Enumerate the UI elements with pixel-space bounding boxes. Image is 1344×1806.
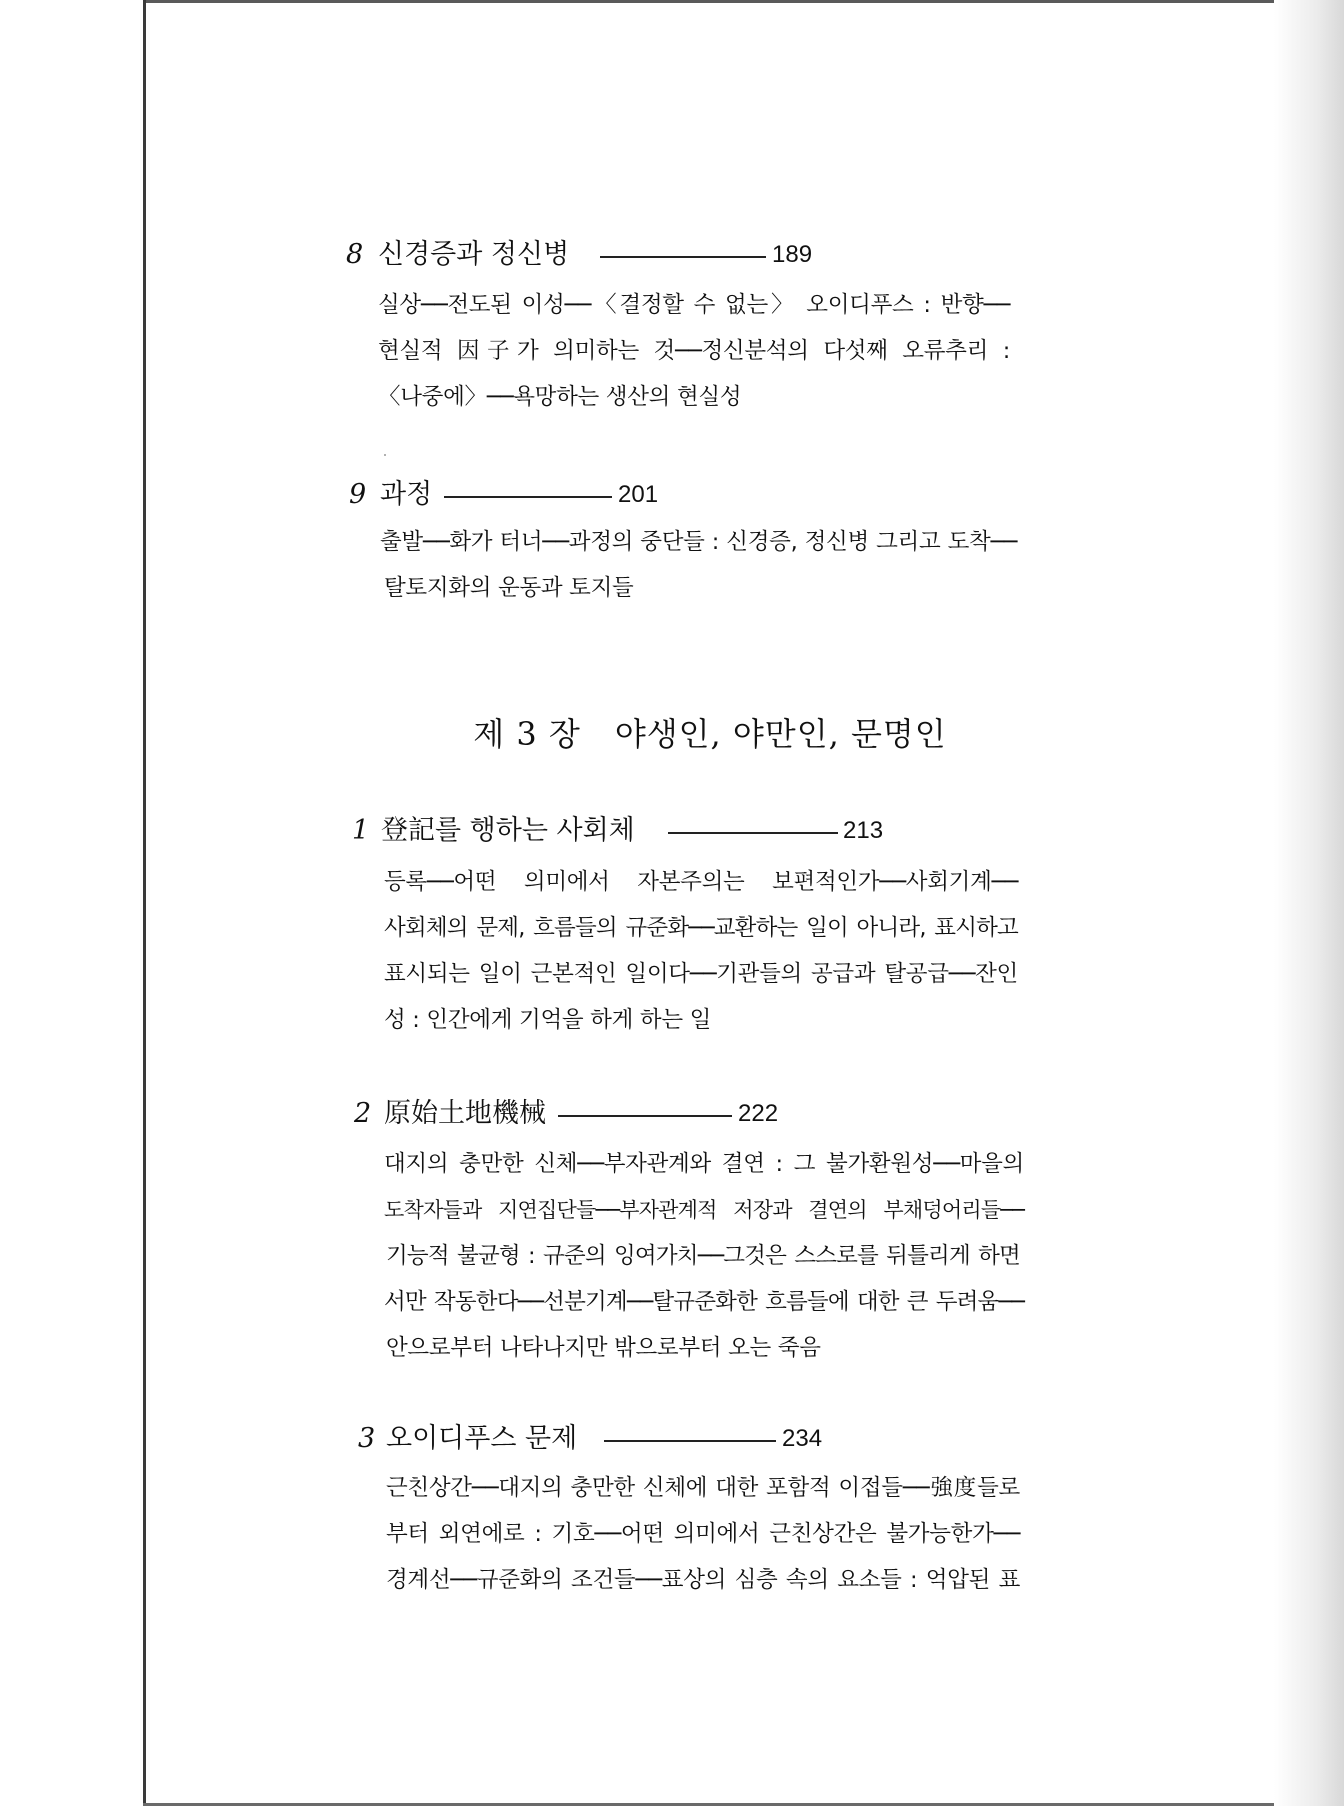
entry-subtopics-line: 근친상간──대지의 충만한 신체에 대한 포함적 이접들──強度들로 (386, 1475, 1020, 1501)
table-of-contents-page (146, 3, 1274, 1803)
entry-subtopics-line: 대지의 충만한 신체──부자관계와 결연 : 그 불가환원성──마을의 (384, 1151, 1024, 1177)
entry-page-number: 201 (618, 481, 659, 508)
leader-rule (444, 496, 612, 498)
entry-subtopics-line: 표시되는 일이 근본적인 일이다──기관들의 공급과 탈공급──잔인 (384, 961, 1018, 987)
entry-subtopics-line: 성 : 인간에게 기억을 하게 하는 일 (384, 1007, 712, 1033)
entry-title: 과정 (380, 479, 433, 510)
entry-subtopics-line: 부터 외연에로 : 기호──어떤 의미에서 근친상간은 불가능한가── (386, 1521, 1020, 1547)
entry-title: 登記를 행하는 사회체 (381, 815, 635, 846)
chapter-heading (146, 710, 1274, 758)
entry-page-number: 213 (843, 817, 884, 844)
leader-rule (600, 256, 766, 258)
entry-page-number: 234 (782, 1425, 823, 1452)
entry-number: 2 (354, 1098, 372, 1129)
leader-rule (604, 1440, 776, 1442)
entry-subtopics-line: 탈토지화의 운동과 토지들 (384, 575, 634, 601)
chapter-title: 야생인, 야만인, 문명인 (614, 715, 947, 753)
chapter-label: 제 3 장 (473, 715, 581, 753)
entry-page-number: 222 (738, 1100, 779, 1127)
entry-subtopics-line: 출발──화가 터너──과정의 중단들 : 신경증, 정신병 그리고 도착── (380, 529, 1017, 555)
entry-subtopics-line: 실상──전도된 이성──〈결정할 수 없는〉 오이디푸스 : 반향── (378, 292, 1010, 318)
entry-number: 9 (349, 479, 367, 510)
entry-subtopics-line: 현실적 因子가 의미하는 것──정신분석의 다섯째 오류추리 : (378, 338, 1010, 364)
leader-rule (558, 1115, 732, 1117)
entry-subtopics-line: 사회체의 문제, 흐름들의 규준화──교환하는 일이 아니라, 표시하고 (384, 915, 1018, 941)
entry-title: 신경증과 정신병 (378, 239, 570, 270)
entry-number: 1 (352, 815, 370, 846)
entry-subtopics-line: 경계선──규준화의 조건들──표상의 심층 속의 요소들 : 억압된 표 (386, 1567, 1020, 1593)
scan-speck (384, 454, 386, 456)
entry-page-number: 189 (772, 241, 813, 268)
entry-number: 8 (346, 239, 364, 270)
entry-number: 3 (358, 1423, 376, 1454)
page-fold-shadow (1274, 0, 1344, 1806)
entry-subtopics-line: 기능적 불균형 : 규준의 잉여가치──그것은 스스로를 뒤틀리게 하면 (386, 1243, 1020, 1269)
entry-subtopics-line: 등록──어떤 의미에서 자본주의는 보편적인가──사회기계── (384, 869, 1018, 895)
entry-subtopics-line: 서만 작동한다──선분기계──탈규준화한 흐름들에 대한 큰 두려움── (384, 1289, 1024, 1315)
entry-subtopics-line: 안으로부터 나타나지만 밖으로부터 오는 죽음 (386, 1335, 821, 1361)
entry-title: 原始土地機械 (384, 1098, 546, 1129)
leader-rule (668, 832, 838, 834)
entry-subtopics-line: 〈나중에〉──욕망하는 생산의 현실성 (378, 384, 742, 410)
entry-subtopics-line: 도착자들과 지연집단들──부자관계적 저장과 결연의 부채덩어리들── (384, 1198, 1024, 1222)
entry-title: 오이디푸스 문제 (386, 1423, 578, 1454)
